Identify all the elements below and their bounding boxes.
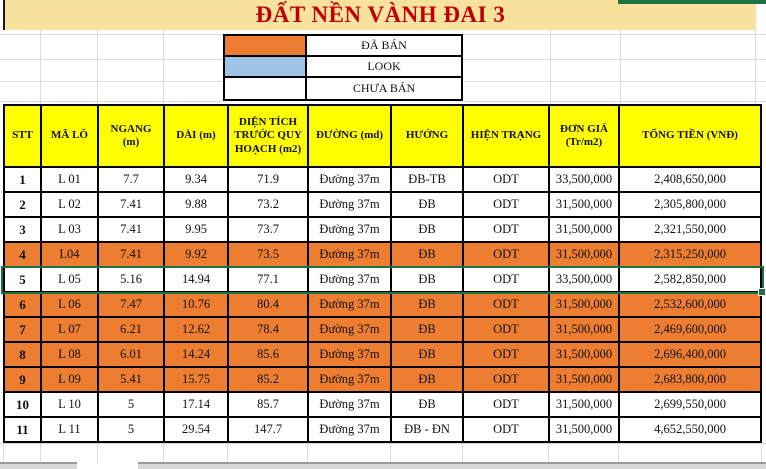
column-header[interactable]: TỔNG TIỀN (VNĐ) [620, 106, 762, 168]
title-cell[interactable] [3, 0, 756, 30]
legend-swatch-available[interactable] [225, 78, 307, 99]
data-cell[interactable]: ODT [464, 168, 550, 193]
gridline [40, 30, 41, 104]
data-cell[interactable]: ODT [464, 393, 550, 418]
data-cell[interactable]: ODT [464, 193, 550, 218]
gridline [618, 443, 619, 462]
land-lots-table [3, 104, 762, 443]
data-cell[interactable]: 7.41 [99, 193, 165, 218]
data-cell[interactable]: 31,500,000 [550, 368, 620, 393]
data-cell[interactable]: 9.34 [165, 168, 229, 193]
data-cell[interactable]: ODT [464, 293, 550, 318]
data-cell[interactable]: 2,315,250,000 [620, 243, 762, 268]
data-cell[interactable]: Đường 37m [309, 368, 392, 393]
data-cell[interactable]: 14.24 [165, 343, 229, 368]
data-cell[interactable]: 2,469,600,000 [620, 318, 762, 343]
data-cell[interactable]: 31,500,000 [550, 393, 620, 418]
data-cell[interactable]: 7.41 [99, 218, 165, 243]
data-cell[interactable]: 85.2 [229, 368, 309, 393]
data-cell[interactable]: 33,500,000 [550, 268, 620, 293]
data-cell[interactable]: ODT [464, 218, 550, 243]
data-cell[interactable]: L 03 [42, 218, 99, 243]
data-cell[interactable]: 2,696,400,000 [620, 343, 762, 368]
data-cell[interactable]: Đường 37m [309, 318, 392, 343]
data-cell[interactable]: ODT [464, 343, 550, 368]
data-cell[interactable]: 17.14 [165, 393, 229, 418]
data-cell[interactable]: 78.4 [229, 318, 309, 343]
data-cell[interactable]: 71.9 [229, 168, 309, 193]
data-cell[interactable]: 2,408,650,000 [620, 168, 762, 193]
row-number-cell[interactable]: 5 [5, 268, 42, 293]
data-cell[interactable]: ĐB [392, 368, 464, 393]
data-cell[interactable]: Đường 37m [309, 218, 392, 243]
data-cell[interactable]: ĐB [392, 393, 464, 418]
data-cell[interactable]: 80.4 [229, 293, 309, 318]
column-header[interactable]: ĐƠN GIÁ (Tr/m2) [550, 106, 620, 168]
page-title: ĐẤT NỀN VÀNH ĐAI 3 [255, 2, 506, 27]
data-cell[interactable]: 7.41 [99, 243, 165, 268]
data-cell[interactable]: L 08 [42, 343, 99, 368]
row-number-cell[interactable]: 7 [5, 318, 42, 343]
data-cell[interactable]: 7.47 [99, 293, 165, 318]
data-cell[interactable]: 5 [99, 418, 165, 443]
data-cell[interactable]: L 11 [42, 418, 99, 443]
column-header[interactable]: HIỆN TRẠNG [464, 106, 550, 168]
data-cell[interactable]: 15.75 [165, 368, 229, 393]
data-cell[interactable]: L 02 [42, 193, 99, 218]
data-cell[interactable]: 5.16 [99, 268, 165, 293]
column-header[interactable]: NGANG (m) [99, 106, 165, 168]
legend-swatch-sold[interactable] [225, 36, 307, 57]
data-cell[interactable]: 2,532,600,000 [620, 293, 762, 318]
gridline [463, 101, 766, 102]
gridline [163, 30, 164, 104]
gridline [463, 81, 766, 82]
gridline [0, 59, 223, 60]
data-cell[interactable]: Đường 37m [309, 343, 392, 368]
data-cell[interactable]: 12.62 [165, 318, 229, 343]
gridline [761, 443, 762, 462]
data-cell[interactable]: ĐB-TB [392, 168, 464, 193]
data-cell[interactable]: 85.7 [229, 393, 309, 418]
data-cell[interactable]: 73.7 [229, 218, 309, 243]
data-cell[interactable]: Đường 37m [309, 268, 392, 293]
data-cell[interactable]: 31,500,000 [550, 243, 620, 268]
data-cell[interactable]: 10.76 [165, 293, 229, 318]
data-cell[interactable]: ODT [464, 318, 550, 343]
data-cell[interactable]: 9.92 [165, 243, 229, 268]
data-cell[interactable]: Đường 37m [309, 393, 392, 418]
data-cell[interactable]: 29.54 [165, 418, 229, 443]
data-cell[interactable]: 9.95 [165, 218, 229, 243]
data-cell[interactable]: 5.41 [99, 368, 165, 393]
fill-handle[interactable] [758, 288, 766, 296]
data-cell[interactable]: 77.1 [229, 268, 309, 293]
legend-swatch-look[interactable] [225, 57, 307, 78]
data-cell[interactable]: 7.7 [99, 168, 165, 193]
sheet-tab-bar-segment[interactable] [138, 462, 766, 469]
data-cell[interactable]: L 06 [42, 293, 99, 318]
column-header[interactable]: DIỆN TÍCH TRƯỚC QUY HOẠCH (m2) [229, 106, 309, 168]
data-cell[interactable]: ĐB - ĐN [392, 418, 464, 443]
data-cell[interactable]: Đường 37m [309, 193, 392, 218]
gridline [97, 443, 98, 462]
data-cell[interactable]: ĐB [392, 193, 464, 218]
row-number-cell[interactable]: 4 [5, 243, 42, 268]
data-cell[interactable]: L 10 [42, 393, 99, 418]
gridline [390, 443, 391, 462]
data-cell[interactable]: ĐB [392, 243, 464, 268]
data-cell[interactable]: 6.01 [99, 343, 165, 368]
column-header[interactable]: HƯỚNG [392, 106, 464, 168]
data-cell[interactable]: ĐB [392, 293, 464, 318]
gridline [550, 30, 551, 104]
data-cell[interactable]: Đường 37m [309, 243, 392, 268]
data-cell[interactable]: 31,500,000 [550, 218, 620, 243]
data-cell[interactable]: 147.7 [229, 418, 309, 443]
data-cell[interactable]: L 01 [42, 168, 99, 193]
data-cell[interactable]: Đường 37m [309, 168, 392, 193]
sheet-tab-bar-segment[interactable] [0, 462, 77, 469]
data-cell[interactable]: ODT [464, 268, 550, 293]
data-cell[interactable]: Đường 37m [309, 293, 392, 318]
column-header[interactable]: MÃ LÔ [42, 106, 99, 168]
data-cell[interactable]: L 09 [42, 368, 99, 393]
data-cell[interactable]: L 07 [42, 318, 99, 343]
data-cell[interactable]: 4,652,550,000 [620, 418, 762, 443]
column-header[interactable]: STT [5, 106, 42, 168]
data-cell[interactable]: ĐB [392, 218, 464, 243]
legend-label-sold[interactable]: ĐÃ BÁN [307, 36, 461, 57]
data-cell[interactable]: 14.94 [165, 268, 229, 293]
data-cell[interactable]: 2,305,800,000 [620, 193, 762, 218]
data-cell[interactable]: ĐB [392, 318, 464, 343]
data-cell[interactable]: ODT [464, 368, 550, 393]
gridline [0, 81, 223, 82]
row-number-cell[interactable]: 6 [5, 293, 42, 318]
data-cell[interactable]: 73.5 [229, 243, 309, 268]
row-number-cell[interactable]: 3 [5, 218, 42, 243]
data-cell[interactable]: 31,500,000 [550, 318, 620, 343]
gridline [548, 443, 549, 462]
data-cell[interactable]: 6.21 [99, 318, 165, 343]
data-cell[interactable]: 85.6 [229, 343, 309, 368]
data-cell[interactable]: Đường 37m [309, 418, 392, 443]
data-cell[interactable]: L 05 [42, 268, 99, 293]
gridline [462, 443, 463, 462]
data-cell[interactable]: 31,500,000 [550, 293, 620, 318]
data-cell[interactable]: 31,500,000 [550, 193, 620, 218]
gridline [0, 101, 223, 102]
gridline [463, 34, 766, 35]
legend-label-available[interactable]: CHƯA BÁN [352, 81, 416, 95]
row-number-cell[interactable]: 9 [5, 368, 42, 393]
data-cell[interactable]: 2,582,850,000 [620, 268, 762, 293]
gridline [463, 59, 766, 60]
data-cell[interactable]: 31,500,000 [550, 418, 620, 443]
data-cell[interactable]: 73.2 [229, 193, 309, 218]
row-number-cell[interactable]: 8 [5, 343, 42, 368]
legend-label-look[interactable]: LOOK [307, 57, 461, 78]
row-number-cell[interactable]: 2 [5, 193, 42, 218]
data-cell[interactable]: 2,683,800,000 [620, 368, 762, 393]
data-cell[interactable]: 31,500,000 [550, 343, 620, 368]
gridline [163, 443, 164, 462]
gridline [3, 443, 4, 462]
data-cell[interactable]: ĐB [392, 268, 464, 293]
data-cell[interactable]: 9.88 [165, 193, 229, 218]
data-cell[interactable]: 2,699,550,000 [620, 393, 762, 418]
gridline [307, 443, 308, 462]
column-header[interactable]: ĐƯỜNG (md) [309, 106, 392, 168]
row-number-cell[interactable]: 11 [5, 418, 42, 443]
data-cell[interactable]: ODT [464, 243, 550, 268]
data-cell[interactable]: ĐB [392, 343, 464, 368]
gridline [0, 443, 766, 444]
column-header[interactable]: DÀI (m) [165, 106, 229, 168]
selection-accent-strip [618, 0, 766, 4]
data-cell[interactable]: 2,321,550,000 [620, 218, 762, 243]
gridline [227, 443, 228, 462]
gridline [755, 30, 756, 104]
data-cell[interactable]: L04 [42, 243, 99, 268]
row-number-cell[interactable]: 1 [5, 168, 42, 193]
data-cell[interactable]: 33,500,000 [550, 168, 620, 193]
row-number-cell[interactable]: 10 [5, 393, 42, 418]
data-cell[interactable]: ODT [464, 418, 550, 443]
gridline [620, 30, 621, 104]
gridline [0, 34, 223, 35]
gridline [97, 30, 98, 104]
legend [223, 34, 463, 101]
data-cell[interactable]: 5 [99, 393, 165, 418]
gridline [40, 443, 41, 462]
